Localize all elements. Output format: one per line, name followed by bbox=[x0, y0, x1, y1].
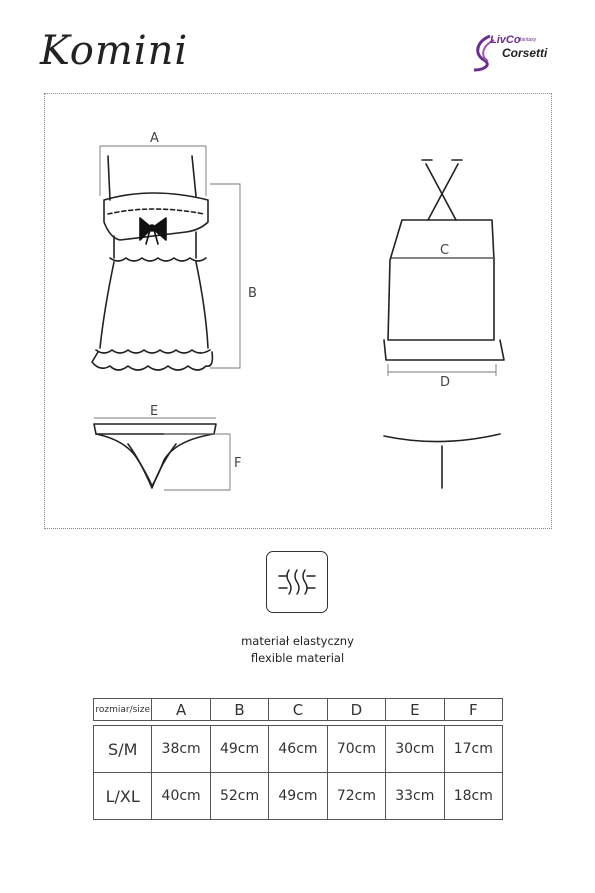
column-header-b: B bbox=[210, 699, 268, 721]
column-header-d: D bbox=[327, 699, 385, 721]
babydoll-front-drawing bbox=[92, 156, 212, 370]
size-cell: L/XL bbox=[94, 773, 152, 820]
dimension-label-b: B bbox=[248, 286, 257, 301]
value-cell: 49cm bbox=[269, 773, 327, 820]
dimension-label-c: C bbox=[440, 243, 450, 258]
size-table-header bbox=[94, 699, 503, 721]
table-row bbox=[94, 726, 503, 773]
column-header-c: C bbox=[269, 699, 327, 721]
dimension-label-a: A bbox=[150, 131, 159, 146]
value-cell: 46cm bbox=[269, 726, 327, 773]
size-table bbox=[93, 698, 503, 820]
brand-name-sub: fantasy bbox=[520, 37, 537, 43]
value-cell: 38cm bbox=[152, 726, 210, 773]
material-label-en: flexible material bbox=[250, 651, 345, 665]
babydoll-back-drawing bbox=[384, 160, 504, 360]
value-cell: 18cm bbox=[444, 773, 502, 820]
column-header-e: E bbox=[386, 699, 444, 721]
size-cell: S/M bbox=[94, 726, 152, 773]
value-cell: 40cm bbox=[152, 773, 210, 820]
dimension-label-d: D bbox=[440, 375, 451, 390]
brand-name-line1: LivCo bbox=[490, 34, 521, 46]
value-cell: 30cm bbox=[386, 726, 444, 773]
size-table-corner: rozmiar/size bbox=[94, 699, 152, 721]
value-cell: 33cm bbox=[386, 773, 444, 820]
flexible-material-icon bbox=[266, 551, 328, 613]
brand-name-line2: Corsetti bbox=[502, 46, 548, 60]
column-header-a: A bbox=[152, 699, 210, 721]
product-title: Komini bbox=[40, 28, 189, 74]
bow-icon bbox=[140, 218, 166, 244]
value-cell: 70cm bbox=[327, 726, 385, 773]
thong-back-drawing bbox=[384, 434, 500, 488]
material-label-pl: materiał elastyczny bbox=[241, 634, 354, 648]
dimension-label-e: E bbox=[150, 404, 159, 419]
value-cell: 52cm bbox=[210, 773, 268, 820]
value-cell: 72cm bbox=[327, 773, 385, 820]
table-row bbox=[94, 773, 503, 820]
value-cell: 17cm bbox=[444, 726, 502, 773]
dimension-label-f: F bbox=[234, 456, 242, 471]
column-header-f: F bbox=[444, 699, 502, 721]
value-cell: 49cm bbox=[210, 726, 268, 773]
